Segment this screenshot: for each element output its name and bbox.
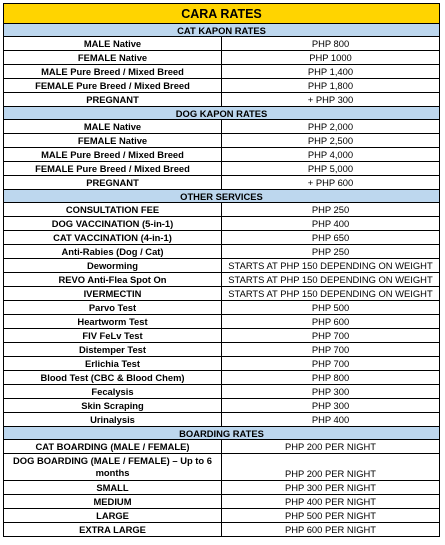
table-row [4,454,440,481]
service-price: PHP 700 [222,357,440,371]
service-label: Erlichia Test [4,357,222,371]
service-price: PHP 250 [222,245,440,259]
service-price: PHP 300 [222,385,440,399]
service-label: DOG VACCINATION (5-in-1) [4,217,222,231]
service-price: PHP 700 [222,343,440,357]
service-label: Fecalysis [4,385,222,399]
table-row [4,231,440,245]
service-price: PHP 400 PER NIGHT [222,495,440,509]
service-label: Anti-Rabies (Dog / Cat) [4,245,222,259]
table-row [4,162,440,176]
table-row [4,413,440,427]
service-label: SMALL [4,481,222,495]
service-label: LARGE [4,509,222,523]
service-price: PHP 300 [222,399,440,413]
service-label: EXTRA LARGE [4,523,222,537]
table-row [4,301,440,315]
table-row [4,440,440,454]
service-label: FIV FeLv Test [4,329,222,343]
table-row [4,79,440,93]
service-label: MALE Native [4,120,222,134]
service-label: PREGNANT [4,93,222,107]
service-price: PHP 1,800 [222,79,440,93]
service-label: FEMALE Native [4,134,222,148]
table-row [4,93,440,107]
service-price: PHP 500 [222,301,440,315]
service-label: FEMALE Native [4,51,222,65]
service-price: PHP 1,400 [222,65,440,79]
service-price: STARTS AT PHP 150 DEPENDING ON WEIGHT [222,273,440,287]
service-label: CAT BOARDING (MALE / FEMALE) [4,440,222,454]
service-price: + PHP 300 [222,93,440,107]
table-row [4,273,440,287]
service-price: PHP 250 [222,203,440,217]
service-label: Urinalysis [4,413,222,427]
service-label: FEMALE Pure Breed / Mixed Breed [4,162,222,176]
service-label: PREGNANT [4,176,222,190]
table-row [4,343,440,357]
rates-table [3,3,440,537]
service-label: IVERMECTIN [4,287,222,301]
service-price: PHP 600 [222,315,440,329]
service-price: PHP 500 PER NIGHT [222,509,440,523]
rates-title: CARA RATES [4,4,440,24]
service-price: PHP 200 PER NIGHT [222,440,440,454]
table-row [4,495,440,509]
table-row [4,357,440,371]
service-price: PHP 200 PER NIGHT [222,454,440,481]
table-row [4,217,440,231]
section-heading: BOARDING RATES [4,427,440,440]
service-label: MALE Pure Breed / Mixed Breed [4,65,222,79]
service-label: MALE Pure Breed / Mixed Breed [4,148,222,162]
rates-table-body [4,4,440,537]
service-label: Parvo Test [4,301,222,315]
service-label: DOG BOARDING (MALE / FEMALE) – Up to 6 months [4,454,222,481]
table-row [4,134,440,148]
table-row [4,65,440,79]
service-price: PHP 400 [222,413,440,427]
service-price: PHP 650 [222,231,440,245]
service-label: FEMALE Pure Breed / Mixed Breed [4,79,222,93]
service-price: PHP 300 PER NIGHT [222,481,440,495]
service-price: PHP 1000 [222,51,440,65]
service-label: REVO Anti-Flea Spot On [4,273,222,287]
table-row [4,371,440,385]
table-row [4,385,440,399]
service-price: PHP 2,500 [222,134,440,148]
section-header-boarding-rates [4,427,440,440]
table-row [4,259,440,273]
service-label: Distemper Test [4,343,222,357]
section-header-dog-kapon-rates [4,107,440,120]
service-price: STARTS AT PHP 150 DEPENDING ON WEIGHT [222,259,440,273]
table-row [4,523,440,537]
table-row [4,315,440,329]
table-row [4,245,440,259]
service-price: PHP 700 [222,329,440,343]
service-price: PHP 2,000 [222,120,440,134]
title-row [4,4,440,24]
table-row [4,287,440,301]
table-row [4,51,440,65]
section-header-other-services [4,190,440,203]
table-row [4,148,440,162]
table-row [4,203,440,217]
service-label: Heartworm Test [4,315,222,329]
service-price: STARTS AT PHP 150 DEPENDING ON WEIGHT [222,287,440,301]
table-row [4,37,440,51]
service-label: MEDIUM [4,495,222,509]
section-header-cat-kapon-rates [4,24,440,37]
service-price: PHP 400 [222,217,440,231]
service-label: MALE Native [4,37,222,51]
service-label: Skin Scraping [4,399,222,413]
table-row [4,509,440,523]
service-price: PHP 600 PER NIGHT [222,523,440,537]
service-price: PHP 800 [222,371,440,385]
section-heading: OTHER SERVICES [4,190,440,203]
service-price: + PHP 600 [222,176,440,190]
table-row [4,399,440,413]
table-row [4,329,440,343]
service-price: PHP 4,000 [222,148,440,162]
service-label: Blood Test (CBC & Blood Chem) [4,371,222,385]
service-label: Deworming [4,259,222,273]
service-label: CAT VACCINATION (4-in-1) [4,231,222,245]
table-row [4,481,440,495]
service-price: PHP 5,000 [222,162,440,176]
table-row [4,176,440,190]
section-heading: CAT KAPON RATES [4,24,440,37]
table-row [4,120,440,134]
section-heading: DOG KAPON RATES [4,107,440,120]
service-price: PHP 800 [222,37,440,51]
service-label: CONSULTATION FEE [4,203,222,217]
